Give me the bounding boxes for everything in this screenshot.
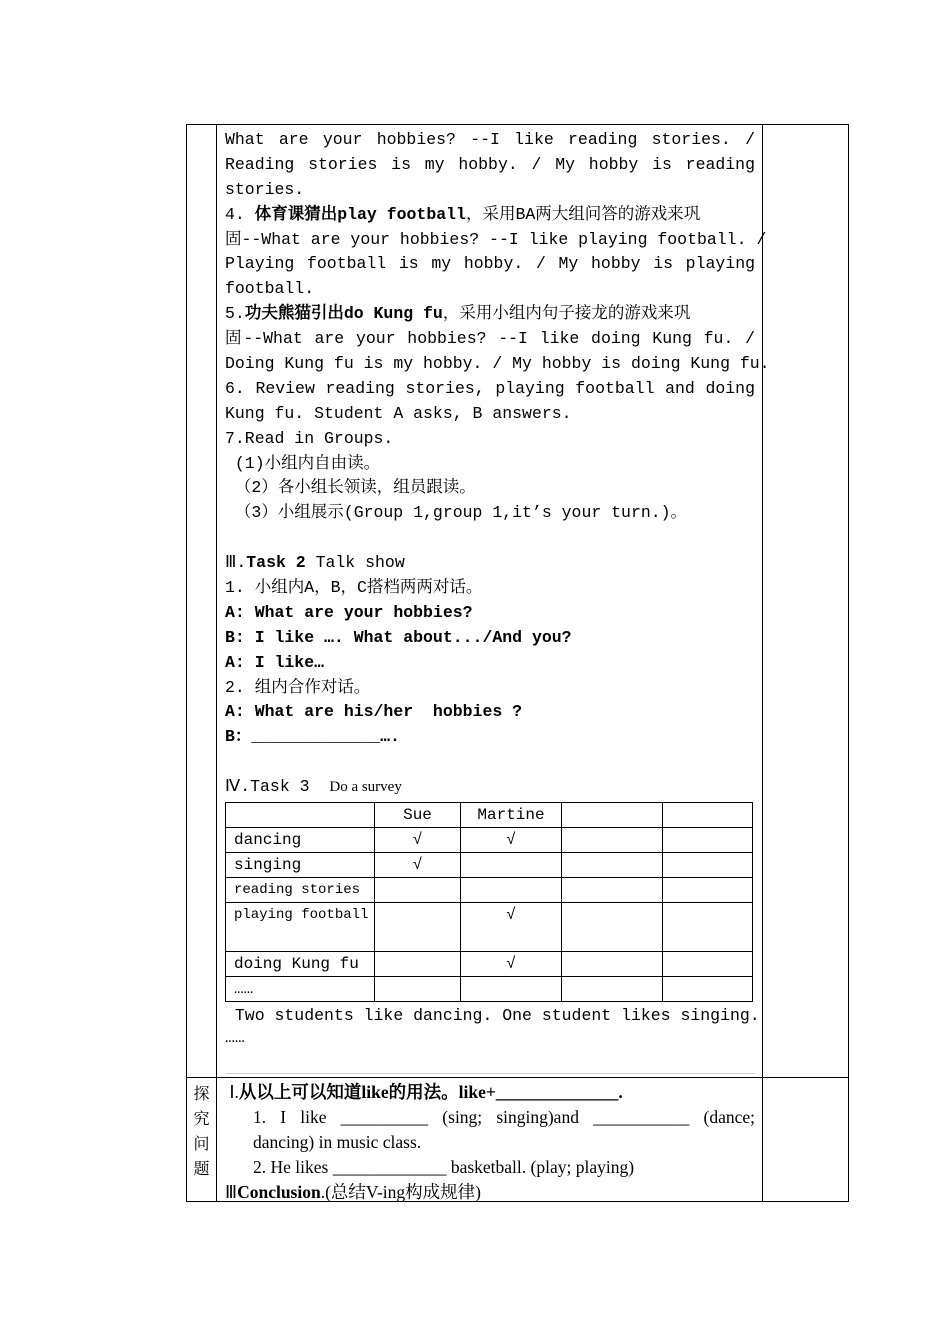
table-cell bbox=[562, 903, 663, 952]
task-subtitle: Do a survey bbox=[329, 779, 402, 796]
roman-numeral: Ⅲ. bbox=[225, 553, 247, 573]
text-line: Playing football is my hobby. / My hobby is playing bbox=[225, 254, 755, 274]
row-label: playing football bbox=[226, 903, 375, 952]
header-cell bbox=[226, 803, 375, 828]
row-label: reading stories bbox=[226, 878, 375, 903]
table-cell bbox=[663, 853, 753, 878]
table-cell bbox=[562, 828, 663, 853]
text-line: Kung fu. Student A asks, B answers. bbox=[225, 403, 572, 423]
text-line: Doing Kung fu is my hobby. / My hobby is doing Kung fu. bbox=[225, 354, 770, 374]
lesson-plan-table bbox=[186, 124, 849, 1202]
text-line: 7.Read in Groups. bbox=[225, 428, 394, 448]
table-row bbox=[226, 853, 753, 878]
table-cell: √ bbox=[461, 828, 562, 853]
survey-table bbox=[225, 802, 753, 1002]
table-cell bbox=[461, 977, 562, 1002]
column-divider-right bbox=[762, 125, 763, 1201]
side-label-explore-questions bbox=[187, 1083, 216, 1183]
table-row bbox=[226, 828, 753, 853]
table-cell bbox=[461, 853, 562, 878]
step-4-heading bbox=[225, 203, 755, 228]
dialogue-line: A: What are his/her hobbies ? bbox=[225, 702, 523, 722]
table-cell: √ bbox=[461, 952, 562, 977]
row-label: singing bbox=[226, 853, 375, 878]
step-text: ，采用小组内句子接龙的游戏来巩 bbox=[442, 304, 691, 324]
task-title: Task 2 bbox=[246, 553, 306, 573]
table-cell bbox=[562, 977, 663, 1002]
header-cell: Martine bbox=[461, 803, 562, 828]
roman-numeral: Ⅲ bbox=[225, 1181, 238, 1202]
heading-rest: .(总结V-ing构成规律) bbox=[320, 1181, 481, 1202]
task-title: Ⅳ.Task 3 bbox=[225, 777, 310, 797]
table-cell bbox=[562, 878, 663, 903]
step-bold-text: 功夫熊猫引出do Kung fu bbox=[244, 304, 443, 324]
text-line: （2）各小组长领读，组员跟读。 bbox=[225, 478, 476, 498]
text-line: football. bbox=[225, 279, 315, 299]
survey-summary-ellipsis: …… bbox=[225, 1027, 245, 1047]
task-3-heading bbox=[225, 775, 755, 800]
question-1-cont: dancing) in music class. bbox=[253, 1131, 422, 1152]
task-2-heading bbox=[225, 551, 755, 576]
header-cell bbox=[663, 803, 753, 828]
heading-bold: Conclusion bbox=[237, 1181, 321, 1202]
dialogue-line: A: What are your hobbies? bbox=[225, 602, 473, 622]
activity-steps bbox=[225, 128, 770, 1047]
side-label-char: 题 bbox=[193, 1160, 210, 1178]
table-header-row bbox=[226, 803, 753, 828]
table-cell bbox=[375, 878, 461, 903]
table-row bbox=[226, 903, 753, 952]
conclusion-heading bbox=[225, 1180, 755, 1205]
dialogue-line: B：_____________…. bbox=[225, 727, 400, 747]
dialogue-line: A: I like… bbox=[225, 652, 325, 672]
table-cell bbox=[562, 952, 663, 977]
row-label: …… bbox=[226, 977, 375, 1002]
column-divider-left bbox=[216, 125, 217, 1201]
row-label: dancing bbox=[226, 828, 375, 853]
text-line: 6. Review reading stories, playing football and doing bbox=[225, 378, 755, 398]
table-cell bbox=[663, 903, 753, 952]
table-row bbox=[226, 878, 753, 903]
text-line: What are your hobbies? --I like reading stories. / bbox=[225, 130, 755, 149]
step-number: 4. bbox=[225, 204, 255, 224]
question-2: 2. He likes _____________ basketball. (play; playing) bbox=[253, 1156, 635, 1177]
text-line: 2. 组内合作对话。 bbox=[225, 677, 371, 697]
step-bold-text: 体育课猜出play football bbox=[254, 204, 466, 224]
table-cell bbox=[562, 853, 663, 878]
step-number: 5. bbox=[225, 304, 245, 324]
row-divider bbox=[187, 1077, 848, 1078]
table-row bbox=[226, 952, 753, 977]
step-text: ，采用BA两大组问答的游戏来巩 bbox=[465, 204, 701, 224]
table-cell: √ bbox=[375, 828, 461, 853]
table-cell bbox=[375, 952, 461, 977]
roman-numeral: Ⅰ. bbox=[229, 1082, 239, 1102]
text-line: Reading stories is my hobby. / My hobby is reading bbox=[225, 154, 755, 174]
table-cell bbox=[663, 977, 753, 1002]
side-label-char: 究 bbox=[193, 1110, 210, 1128]
survey-summary: Two students like dancing. One student likes singing. bbox=[225, 1006, 760, 1026]
text-line: 1. 小组内A，B，C搭档两两对话。 bbox=[225, 578, 483, 598]
header-cell bbox=[562, 803, 663, 828]
text-line: stories. bbox=[225, 179, 305, 199]
task-title-rest: Talk show bbox=[305, 553, 405, 573]
text-line: 固--What are your hobbies? --I like doing Kung fu. / bbox=[225, 329, 755, 349]
like-usage-heading bbox=[225, 1080, 755, 1105]
table-cell bbox=[663, 828, 753, 853]
step-5-heading bbox=[225, 302, 755, 327]
table-cell bbox=[663, 878, 753, 903]
side-label-char: 问 bbox=[193, 1135, 210, 1153]
text-line: 固--What are your hobbies? --I like playing football. / bbox=[225, 229, 767, 249]
table-row bbox=[226, 977, 753, 1002]
table-cell: √ bbox=[375, 853, 461, 878]
dialogue-line: B: I like …. What about.../And you? bbox=[225, 627, 572, 647]
question-1: 1. I like __________ (sing; singing)and ___________ (dance; bbox=[253, 1106, 755, 1127]
table-cell: √ bbox=[461, 903, 562, 952]
separator-line bbox=[225, 1073, 755, 1074]
table-cell bbox=[375, 977, 461, 1002]
text-line: (1)小组内自由读。 bbox=[225, 453, 381, 473]
table-cell bbox=[375, 903, 461, 952]
row-label: doing Kung fu bbox=[226, 952, 375, 977]
explore-questions-content bbox=[225, 1080, 755, 1205]
text-line: （3）小组展示(Group 1,group 1,it’s your turn.)。 bbox=[225, 503, 688, 523]
table-cell bbox=[461, 878, 562, 903]
side-label-char: 探 bbox=[193, 1086, 210, 1103]
table-cell bbox=[663, 952, 753, 977]
heading-bold: 从以上可以知道like的用法。like+______________. bbox=[238, 1082, 623, 1102]
header-cell: Sue bbox=[375, 803, 461, 828]
